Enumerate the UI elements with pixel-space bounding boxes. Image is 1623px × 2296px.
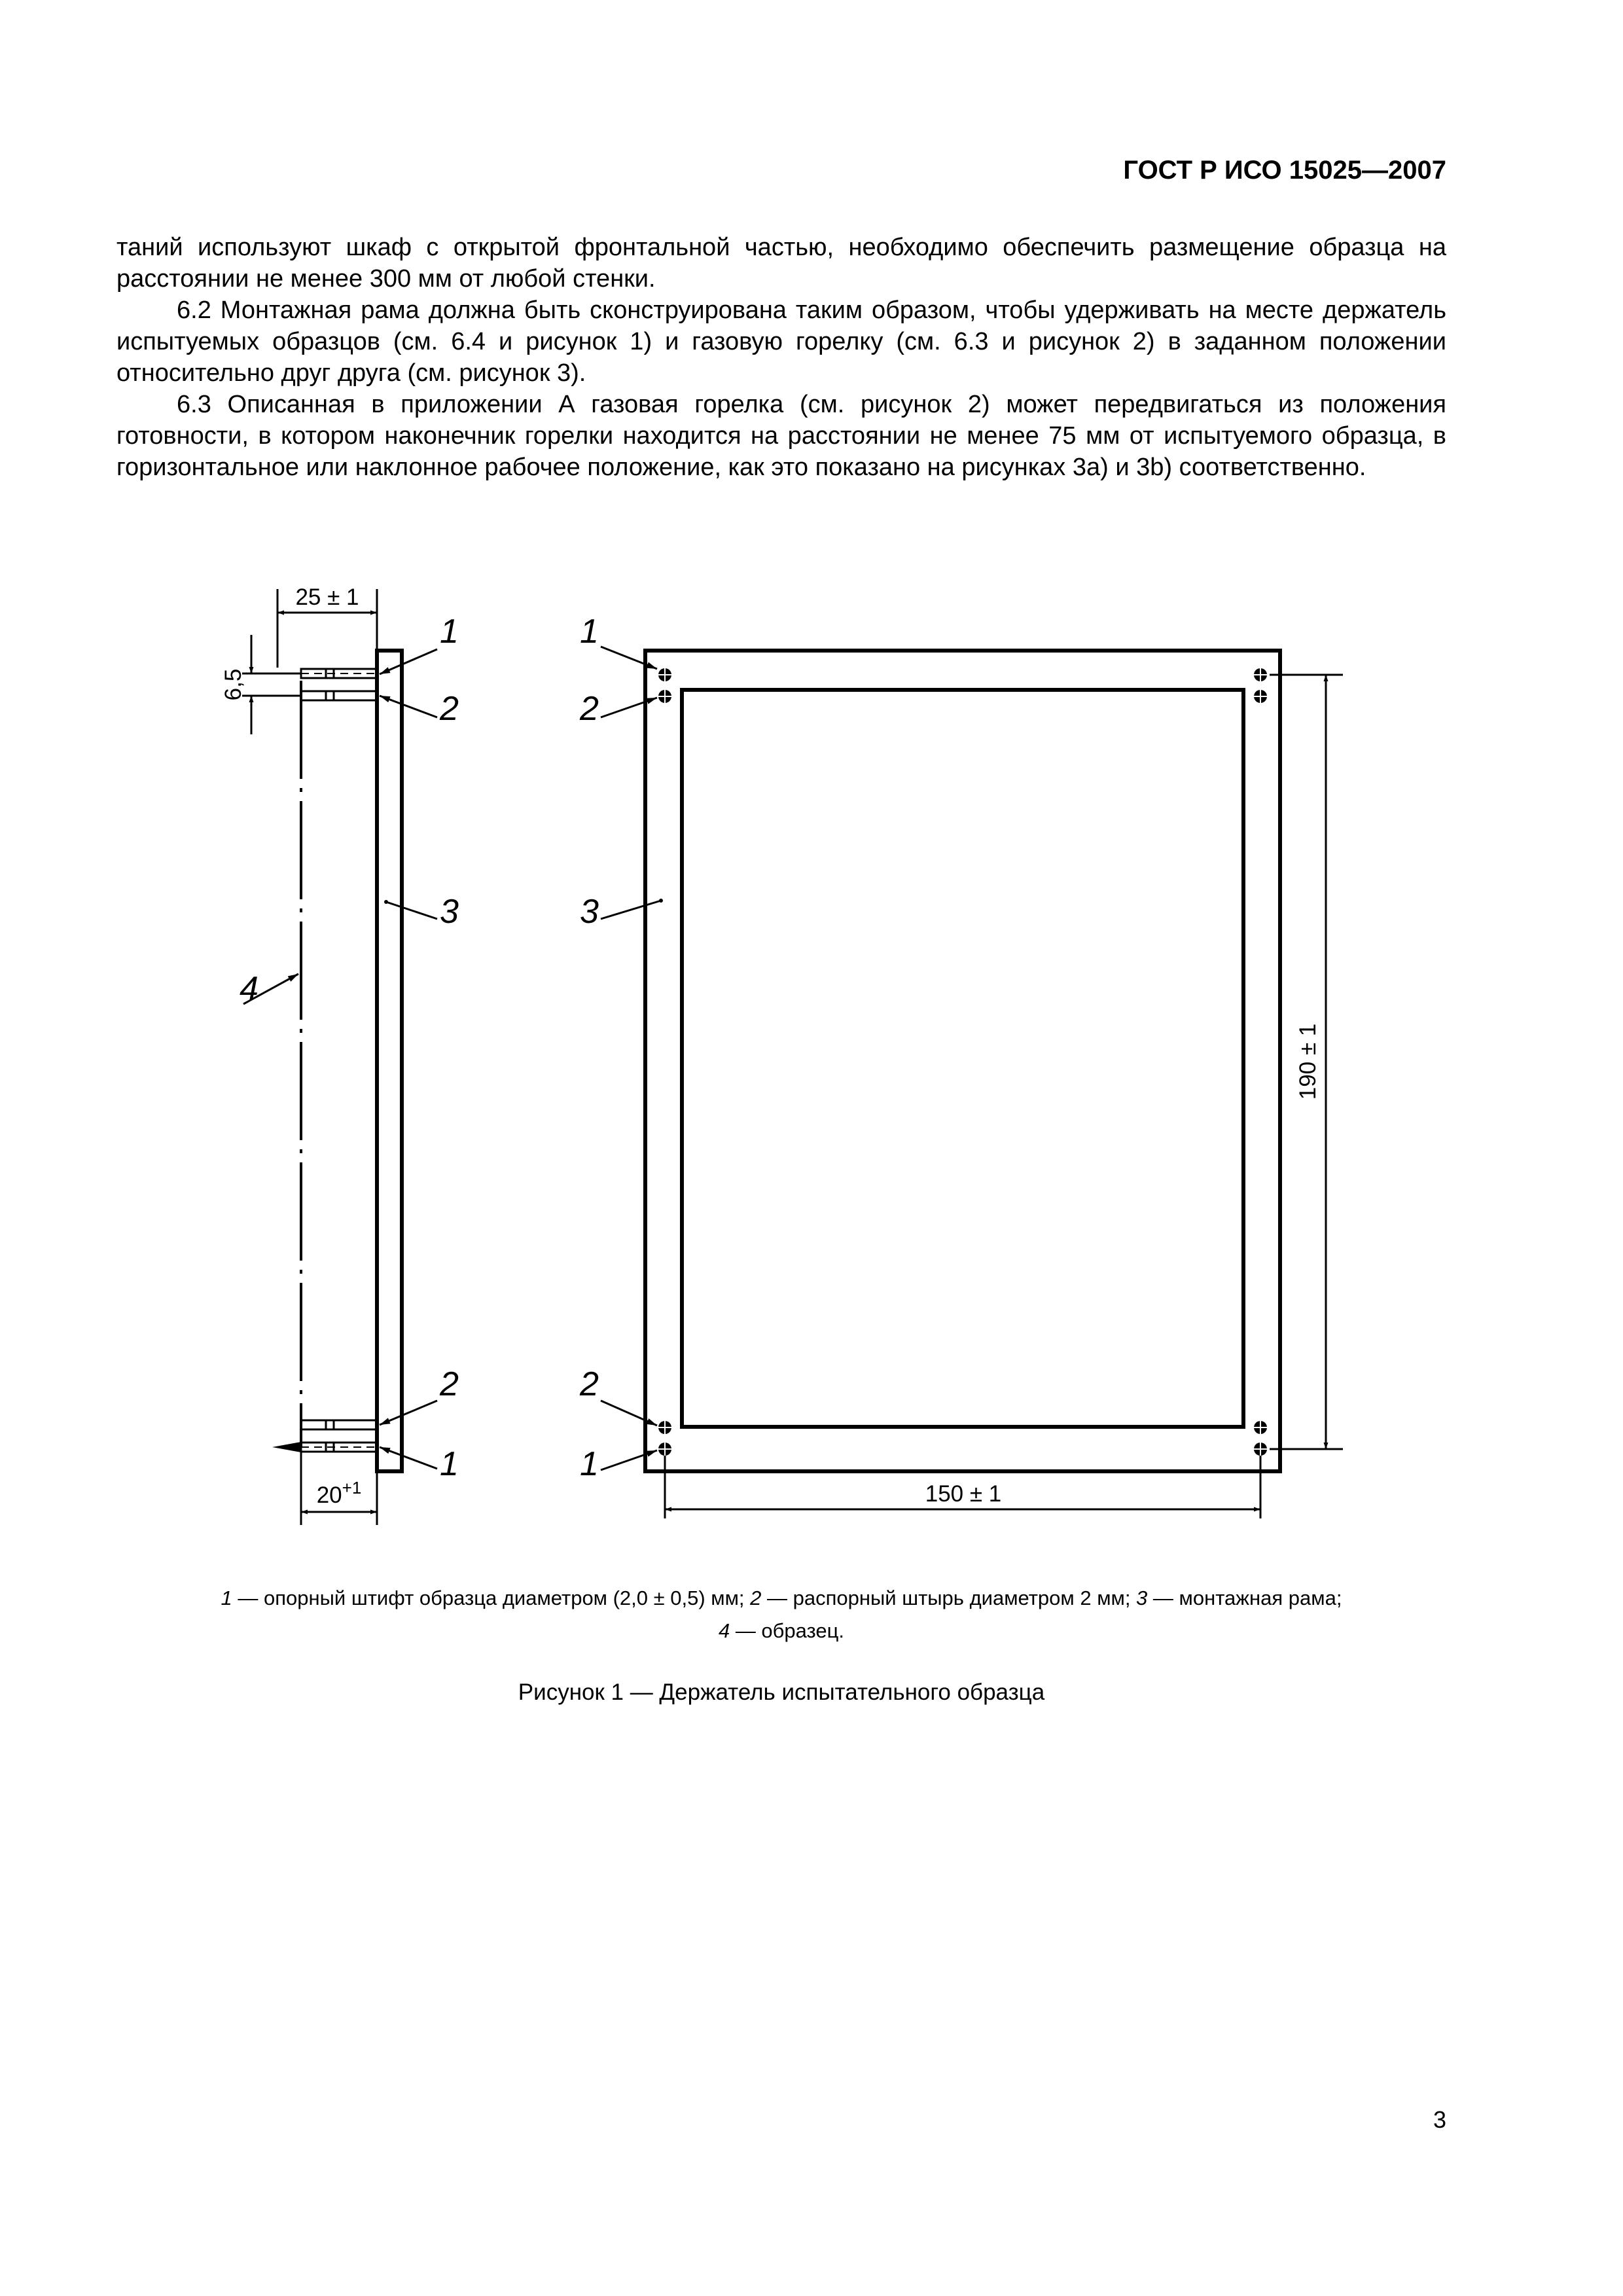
legend-number: 4 [718, 1619, 730, 1642]
callout-2-top-left: 2 [440, 690, 459, 728]
legend-text: — монтажная рама; [1147, 1587, 1342, 1609]
legend-text: — образец. [730, 1619, 845, 1642]
dim-label-frame-height: 190 ± 1 [1295, 1023, 1321, 1100]
callout-1-bottom-right: 1 [580, 1445, 599, 1483]
callouts-front [579, 613, 663, 1483]
frame-window [682, 690, 1243, 1427]
legend-line-1 [116, 1582, 1446, 1615]
frame-outer [645, 651, 1280, 1471]
figure-caption: Рисунок 1 — Держатель испытательного образца [518, 1679, 1045, 1705]
legend-number: 1 [221, 1587, 232, 1609]
callout-2-top-right: 2 [580, 690, 599, 728]
legend-line-2 [116, 1615, 1446, 1647]
paragraph-continuation: таний используют шкаф с открытой фронтальной частью, необходимо обеспечить размещение образца на расстоянии не менее 300 мм от любой стенки. [116, 234, 1446, 293]
dimension-width-top [277, 584, 377, 668]
dimension-pin-spacing [221, 635, 301, 734]
callout-2-bottom-right: 2 [580, 1365, 599, 1403]
figure-legend [116, 1582, 1446, 1647]
legend-number: 3 [1136, 1587, 1148, 1609]
dim-label-bottom: $20^{+1}$ [316, 1478, 362, 1508]
dim-label-width-top: 25 ± 1 [295, 584, 359, 610]
callout-3-left: 3 [440, 893, 459, 931]
side-view [221, 584, 459, 1525]
dimension-bottom [301, 1452, 377, 1525]
paragraph-6-2: 6.2 Монтажная рама должна быть сконструирована таким образом, чтобы удерживать на месте держатель испытуемых образцов (см. 6.4 и рисунок 1) и газовую горелку (см. 6.3 и рисунок 2) в заданном положении относительно друг друга (см. рисунок 3). [116, 296, 1446, 387]
legend-text: — распорный штырь диаметром 2 мм; [761, 1587, 1137, 1609]
callouts-side [240, 613, 459, 1483]
callout-1-top-right: 1 [580, 613, 599, 651]
paragraph-6-3: 6.3 Описанная в приложении А газовая горелка (см. рисунок 2) может передвигаться из положения готовности, в котором наконечник горелки находится на расстоянии не менее 75 мм от испытуемого образца, в горизонтальное или наклонное рабочее положение, как это показано на рисунках 3а) и 3b) соответственно. [116, 391, 1446, 481]
dim-label-pin-spacing: 6,5 [221, 668, 246, 701]
callout-2-bottom-left: 2 [440, 1365, 459, 1403]
page-number: 3 [1433, 2106, 1446, 2133]
callout-3-right: 3 [580, 893, 599, 931]
callout-1-bottom-left: 1 [440, 1445, 459, 1483]
front-view [579, 613, 1343, 1518]
callout-4-specimen: 4 [240, 970, 259, 1008]
dimension-frame-width [665, 1456, 1260, 1518]
document-code: ГОСТ Р ИСО 15025—2007 [1123, 156, 1446, 185]
frame-side-bar [377, 651, 402, 1471]
frame-pins [658, 668, 1267, 1456]
callout-1-top-left: 1 [440, 613, 459, 651]
legend-number: 2 [750, 1587, 762, 1609]
legend-text: — опорный штифт образца диаметром (2,0 ± 0,5) мм; [232, 1587, 751, 1609]
dim-label-frame-width: 150 ± 1 [925, 1481, 1002, 1507]
bottom-pins [272, 1420, 377, 1452]
